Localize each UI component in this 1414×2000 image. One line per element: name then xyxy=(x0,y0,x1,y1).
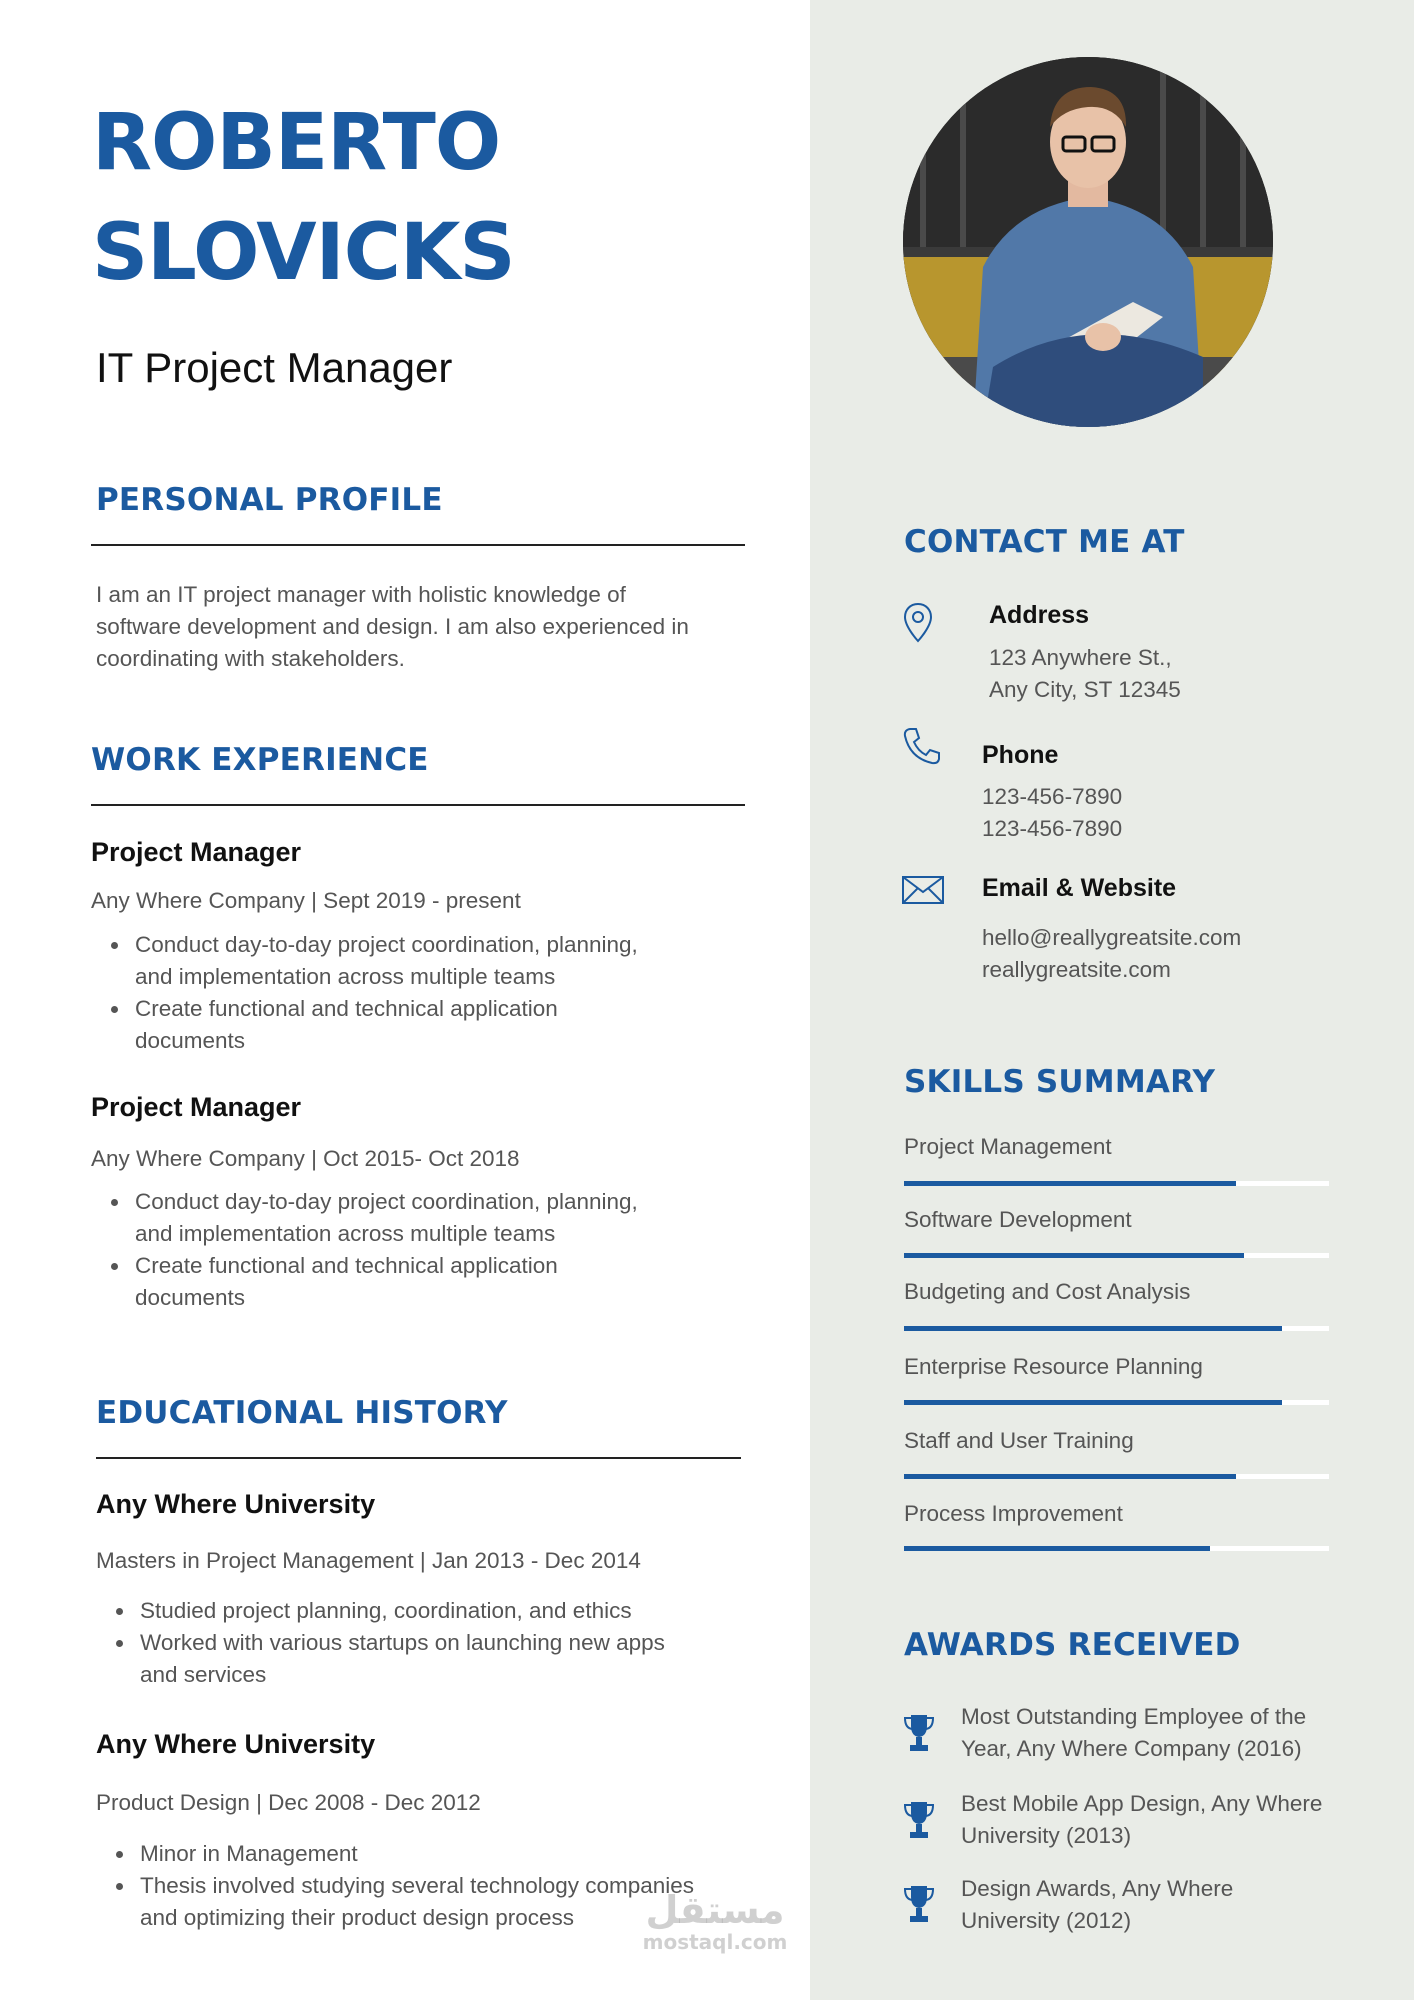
skill-bar xyxy=(904,1546,1329,1551)
skill-bar xyxy=(904,1181,1329,1186)
skill-bar-fill xyxy=(904,1253,1244,1258)
award-item: Best Mobile App Design, Any Where University (2013) xyxy=(961,1791,1323,1848)
contact-heading: CONTACT ME AT xyxy=(904,524,1185,560)
skill-label: Staff and User Training xyxy=(904,1428,1134,1453)
profile-divider xyxy=(91,544,745,546)
profile-text: I am an IT project manager with holistic knowledge of software development and design. I am also experienced in coordinating with stakeholders. xyxy=(96,582,689,671)
profile-photo xyxy=(903,57,1273,427)
school-name: Any Where University xyxy=(96,1729,376,1759)
skill-bar-fill xyxy=(904,1326,1282,1331)
job-bullets xyxy=(95,1186,638,1314)
skills-heading: SKILLS SUMMARY xyxy=(904,1064,1216,1100)
list-item: • Conduct day-to-day project coordination, planning, and implementation across multiple teams xyxy=(131,929,638,993)
education-divider xyxy=(96,1457,741,1459)
email-address: hello@reallygreatsite.com xyxy=(982,925,1242,950)
skill-label: Budgeting and Cost Analysis xyxy=(904,1279,1191,1304)
job-title: Project Manager xyxy=(91,1092,302,1122)
job-title: Project Manager xyxy=(91,837,302,867)
address-line-2: Any City, ST 12345 xyxy=(989,677,1181,702)
skill-bar xyxy=(904,1474,1329,1479)
school-name: Any Where University xyxy=(96,1489,376,1519)
location-pin-icon xyxy=(902,602,934,644)
award-item: Design Awards, Any Where University (2012) xyxy=(961,1876,1234,1933)
trophy-icon xyxy=(903,1712,935,1754)
list-item: • Create functional and technical application documents xyxy=(131,993,638,1057)
list-item: • Conduct day-to-day project coordination, planning, and implementation across multiple teams xyxy=(131,1186,638,1250)
list-item: • Thesis involved studying several technology companies and optimizing their product design process xyxy=(136,1870,694,1934)
work-divider xyxy=(91,804,745,806)
phone-number-2: 123-456-7890 xyxy=(982,816,1123,841)
awards-heading: AWARDS RECEIVED xyxy=(904,1627,1241,1663)
skill-bar-fill xyxy=(904,1400,1282,1405)
list-item: • Minor in Management xyxy=(136,1838,694,1870)
job-meta: Any Where Company | Oct 2015- Oct 2018 xyxy=(91,1146,520,1171)
phone-number-1: 123-456-7890 xyxy=(982,784,1123,809)
list-item: • Create functional and technical application documents xyxy=(131,1250,638,1314)
skill-label: Software Development xyxy=(904,1207,1132,1232)
name-first: ROBERTO xyxy=(92,98,501,188)
skill-bar-fill xyxy=(904,1181,1236,1186)
address-label: Address xyxy=(989,601,1090,629)
trophy-icon xyxy=(903,1883,935,1925)
skill-bar xyxy=(904,1326,1329,1331)
skill-label: Process Improvement xyxy=(904,1501,1123,1526)
trophy-icon xyxy=(903,1799,935,1841)
list-item: • Worked with various startups on launching new apps and services xyxy=(136,1627,665,1691)
school-meta: Masters in Project Management | Jan 2013 - Dec 2014 xyxy=(96,1548,641,1573)
skill-bar-fill xyxy=(904,1546,1210,1551)
portrait-illustration xyxy=(903,57,1273,427)
award-item: Most Outstanding Employee of the Year, Any Where Company (2016) xyxy=(961,1704,1307,1761)
address-line-1: 123 Anywhere St., xyxy=(989,645,1172,670)
profile-heading: PERSONAL PROFILE xyxy=(96,482,443,518)
skill-bar xyxy=(904,1400,1329,1405)
skill-label: Enterprise Resource Planning xyxy=(904,1354,1203,1379)
job-role: IT Project Manager xyxy=(96,344,453,391)
education-heading: EDUCATIONAL HISTORY xyxy=(96,1395,508,1431)
email-icon xyxy=(902,876,944,904)
skill-label: Project Management xyxy=(904,1134,1112,1159)
watermark-logo: مستقل mostaql.com xyxy=(642,1888,788,1954)
skill-bar-fill xyxy=(904,1474,1236,1479)
list-item: • Studied project planning, coordination, and ethics xyxy=(136,1595,665,1627)
skill-bar xyxy=(904,1253,1329,1258)
job-meta: Any Where Company | Sept 2019 - present xyxy=(91,888,521,913)
school-meta: Product Design | Dec 2008 - Dec 2012 xyxy=(96,1790,481,1815)
phone-label: Phone xyxy=(982,741,1059,769)
job-bullets xyxy=(95,929,638,1057)
phone-icon xyxy=(902,726,942,766)
website: reallygreatsite.com xyxy=(982,957,1171,982)
email-label: Email & Website xyxy=(982,874,1177,902)
work-heading: WORK EXPERIENCE xyxy=(91,742,429,778)
school-bullets xyxy=(100,1838,694,1934)
school-bullets xyxy=(100,1595,665,1691)
name-last: SLOVICKS xyxy=(92,208,515,298)
